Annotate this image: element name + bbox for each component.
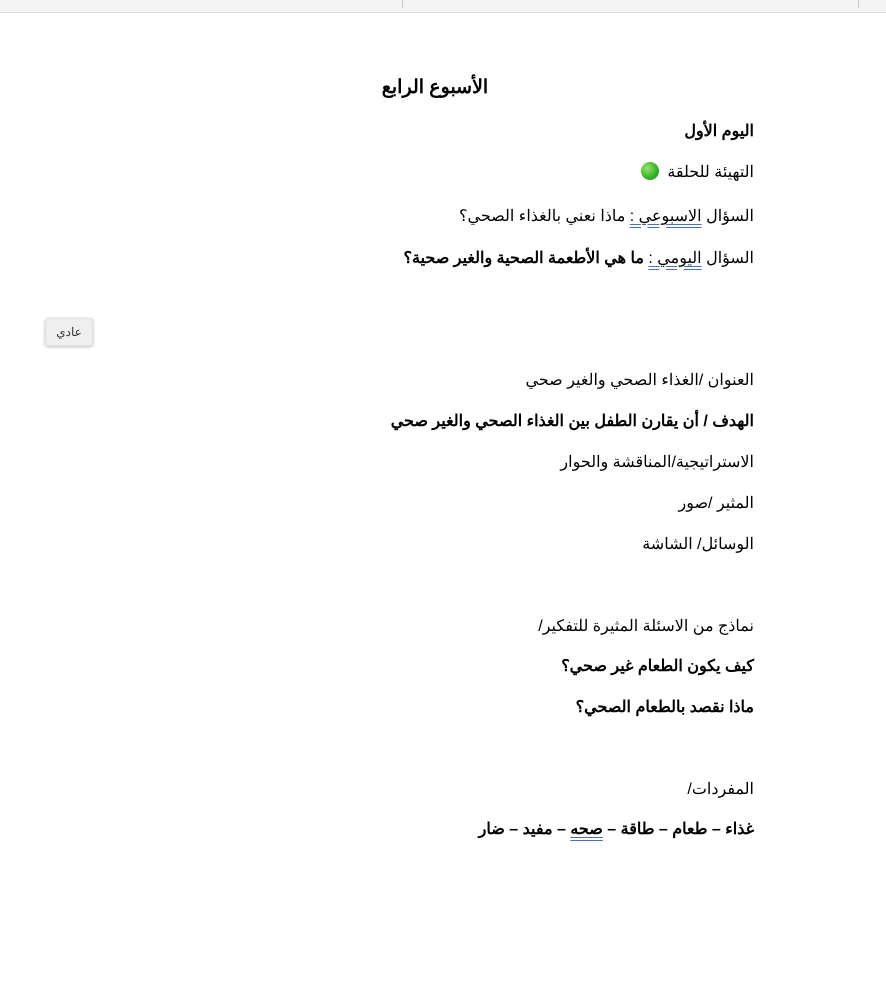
daily-question-label-underlined: اليومي (657, 250, 702, 267)
paragraph-style-chip[interactable]: عادي (45, 318, 93, 346)
daily-question-colon: : (648, 250, 658, 267)
vocabulary-misspelled-word: صحه (570, 821, 603, 838)
circle-intro-text: التهيئة للحلقة (667, 164, 754, 181)
green-circle-icon (641, 162, 659, 180)
daily-question-line (404, 249, 755, 269)
weekly-question-line (459, 207, 754, 227)
vocabulary-part-3: – مفيد – ضار (478, 821, 571, 838)
thinking-question-2: ماذا نقصد بالطعام الصحي؟ (575, 699, 754, 716)
tools-line: الوسائل/ الشاشة (642, 536, 754, 553)
goal-line: الهدف / أن يقارن الطفل بين الغذاء الصحي والغير صحي (390, 413, 754, 430)
stimulus-line: المثير /صور (678, 495, 754, 512)
thinking-question-1: كيف يكون الطعام غير صحي؟ (561, 658, 754, 675)
document-title: الأسبوع الرابع (381, 77, 489, 98)
daily-question-text: ما هي الأطعمة الصحية والغير صحية؟ (403, 250, 649, 267)
weekly-question-prefix (639, 208, 754, 225)
weekly-question-label-word: السؤال (701, 208, 754, 225)
vocabulary-line (479, 820, 754, 840)
weekly-question-colon: : (629, 208, 639, 225)
strategy-line: الاستراتيجية/المناقشة والحوار (560, 454, 754, 471)
topic-line: العنوان /الغذاء الصحي والغير صحي (525, 372, 754, 389)
circle-intro-line (641, 162, 754, 183)
weekly-question-label-underlined: الاسبوعي (638, 208, 702, 225)
day-heading: اليوم الأول (684, 123, 754, 140)
daily-question-label-word: السؤال (701, 250, 754, 267)
thinking-questions-heading: نماذج من الاسئلة المثيرة للتفكير/ (538, 618, 754, 635)
vocabulary-part-1: غذاء – طعام – طاقة – (602, 821, 754, 838)
weekly-question-text: ماذا نعني بالغذاء الصحي؟ (459, 208, 630, 225)
vocabulary-heading: المفردات/ (687, 781, 754, 798)
